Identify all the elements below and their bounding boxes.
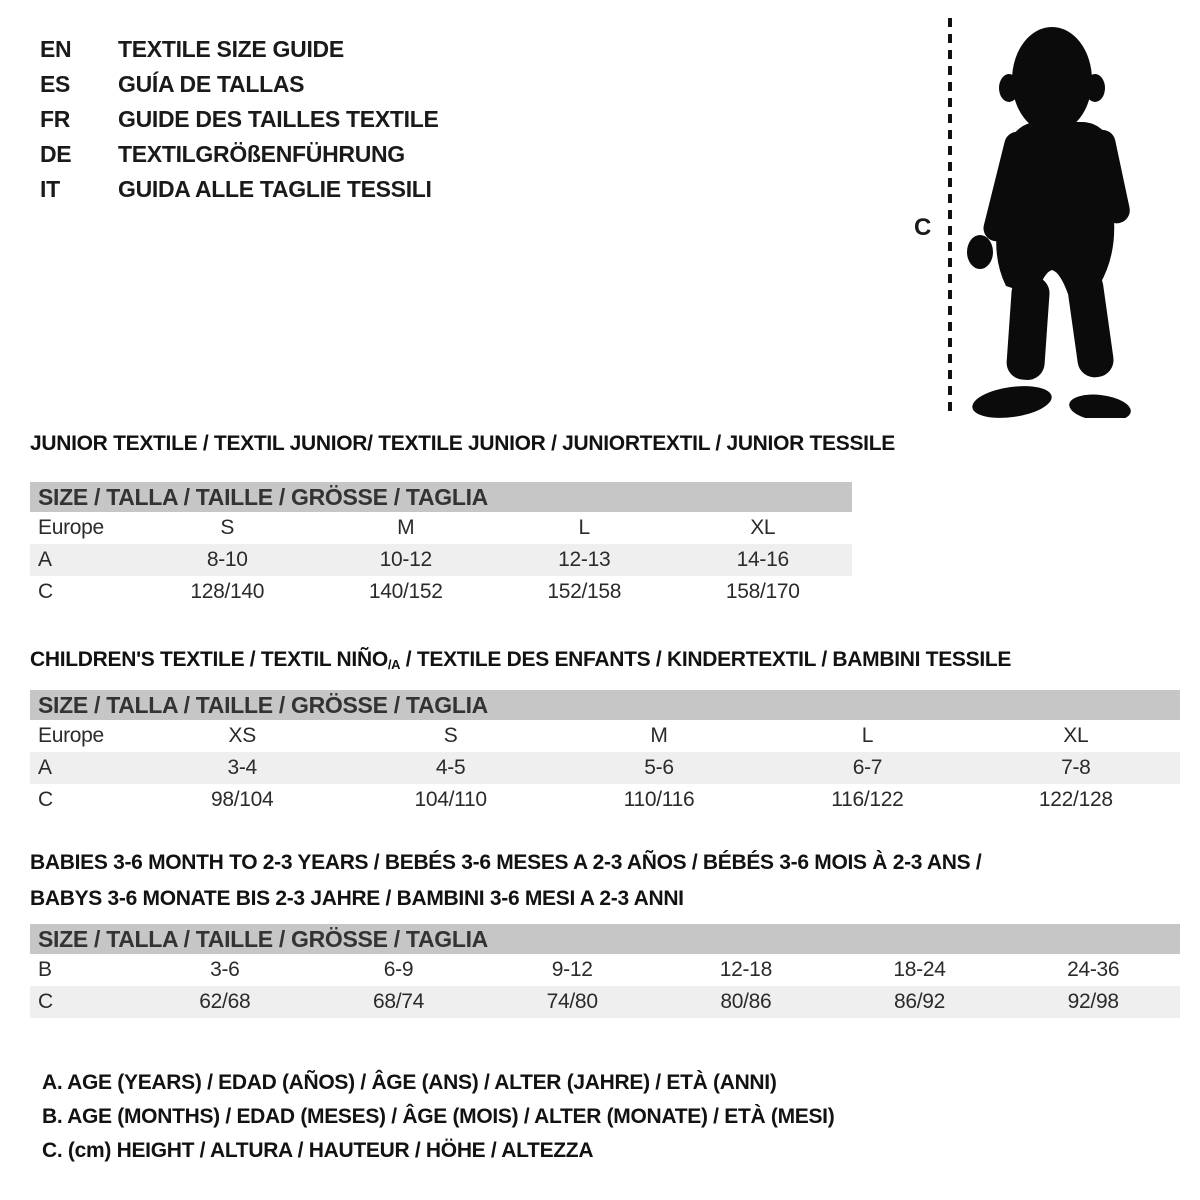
- table-cell: 152/158: [547, 580, 622, 603]
- language-row: [40, 137, 439, 172]
- table-cell: XS: [228, 724, 256, 747]
- table-cell: 74/80: [546, 990, 598, 1013]
- table-cell: 5-6: [644, 756, 674, 779]
- guide-title: GUIDA ALLE TAGLIE TESSILI: [118, 176, 432, 202]
- legend-line-c: C. (cm) HEIGHT / ALTURA / HAUTEUR / HÖHE / ALTEZZA: [42, 1139, 594, 1162]
- babies-title-line1: BABIES 3-6 MONTH TO 2-3 YEARS / BEBÉS 3-6 MESES A 2-3 AÑOS / BÉBÉS 3-6 MOIS À 2-3 ANS /: [30, 851, 982, 874]
- table-cell: L: [578, 516, 590, 539]
- row-label: C: [38, 580, 53, 603]
- size-header-bar: SIZE / TALLA / TAILLE / GRÖSSE / TAGLIA: [30, 482, 852, 512]
- row-label: Europe: [38, 724, 104, 747]
- legend-line-a: A. AGE (YEARS) / EDAD (AÑOS) / ÂGE (ANS) / ALTER (JAHRE) / ETÀ (ANNI): [42, 1071, 777, 1094]
- table-cell: 18-24: [893, 958, 946, 981]
- table-cell: XL: [750, 516, 776, 539]
- guide-title: GUÍA DE TALLAS: [118, 71, 305, 97]
- table-row: [30, 720, 1180, 752]
- row-label: A: [38, 548, 52, 571]
- table-cell: 7-8: [1061, 756, 1091, 779]
- children-section-title: [30, 648, 1011, 672]
- table-cell: 158/170: [725, 580, 800, 603]
- babies-title-line2: BABYS 3-6 MONATE BIS 2-3 JAHRE / BAMBINI 3-6 MESI A 2-3 ANNI: [30, 887, 684, 910]
- language-row: [40, 32, 439, 67]
- table-cell: 98/104: [210, 788, 274, 811]
- guide-title: GUIDE DES TAILLES TEXTILE: [118, 106, 439, 132]
- table-cell: 4-5: [435, 756, 466, 779]
- table-cell: XL: [1063, 724, 1089, 747]
- table-row: [30, 576, 852, 608]
- table-cell: 122/128: [1038, 788, 1113, 811]
- row-label: C: [38, 990, 53, 1013]
- table-cell: 6-9: [383, 958, 414, 981]
- table-cell: L: [861, 724, 874, 747]
- table-cell: 62/68: [199, 990, 251, 1013]
- babies-section-title: [30, 845, 981, 917]
- table-row: [30, 986, 1180, 1018]
- language-code: ES: [40, 71, 71, 97]
- guide-title: TEXTILGRÖßENFÜHRUNG: [118, 141, 405, 167]
- table-cell: 12-18: [719, 958, 772, 981]
- junior-size-table: [30, 482, 852, 608]
- measure-c-label: C: [914, 214, 932, 241]
- language-row: [40, 102, 439, 137]
- height-measure-dashed-line: [948, 18, 952, 416]
- table-row: [30, 512, 852, 544]
- size-header-bar: SIZE / TALLA / TAILLE / GRÖSSE / TAGLIA: [30, 924, 1180, 954]
- table-cell: 104/110: [414, 788, 487, 811]
- row-label: B: [38, 958, 52, 981]
- table-cell: 24-36: [1067, 958, 1120, 981]
- table-cell: 128/140: [190, 580, 265, 603]
- table-row: [30, 544, 852, 576]
- language-code: IT: [40, 176, 60, 202]
- table-cell: 10-12: [379, 548, 432, 571]
- table-cell: S: [443, 724, 458, 747]
- table-cell: M: [397, 516, 415, 539]
- table-cell: 140/152: [368, 580, 443, 603]
- table-row: [30, 954, 1180, 986]
- table-cell: 80/86: [720, 990, 772, 1013]
- table-cell: 68/74: [372, 990, 425, 1013]
- size-header-bar: SIZE / TALLA / TAILLE / GRÖSSE / TAGLIA: [30, 690, 1180, 720]
- table-cell: 92/98: [1067, 990, 1119, 1013]
- table-cell: 3-4: [227, 756, 257, 779]
- table-cell: S: [220, 516, 235, 539]
- table-cell: 3-6: [210, 958, 240, 981]
- children-size-table: [30, 690, 1180, 816]
- row-label: Europe: [38, 516, 104, 539]
- legend: [42, 1066, 834, 1168]
- table-cell: 9-12: [551, 958, 593, 981]
- babies-size-table: [30, 924, 1180, 1018]
- junior-section-title: JUNIOR TEXTILE / TEXTIL JUNIOR/ TEXTILE JUNIOR / JUNIORTEXTIL / JUNIOR TESSILE: [30, 432, 895, 455]
- toddler-silhouette: [964, 18, 1136, 418]
- table-row: [30, 752, 1180, 784]
- table-cell: 110/116: [623, 788, 695, 811]
- table-cell: 8-10: [206, 548, 248, 571]
- row-label: C: [38, 788, 53, 811]
- children-title-text: CHILDREN'S TEXTILE / TEXTIL NIÑO: [30, 648, 388, 671]
- table-cell: 12-13: [558, 548, 611, 571]
- language-header: [40, 32, 439, 207]
- table-cell: 6-7: [852, 756, 883, 779]
- table-cell: 86/92: [893, 990, 946, 1013]
- table-cell: 116/122: [831, 788, 904, 811]
- table-cell: M: [650, 724, 668, 747]
- language-code: DE: [40, 141, 72, 167]
- language-code: EN: [40, 36, 72, 62]
- language-row: [40, 67, 439, 102]
- table-row: [30, 784, 1180, 816]
- legend-line-b: B. AGE (MONTHS) / EDAD (MESES) / ÂGE (MOIS) / ALTER (MONATE) / ETÀ (MESI): [42, 1105, 835, 1128]
- row-label: A: [38, 756, 52, 779]
- language-code: FR: [40, 106, 71, 132]
- table-cell: 14-16: [736, 548, 789, 571]
- children-title-text: / TEXTILE DES ENFANTS / KINDERTEXTIL / BAMBINI TESSILE: [400, 648, 1012, 671]
- guide-title: TEXTILE SIZE GUIDE: [118, 36, 344, 62]
- children-title-subscript: /A: [387, 657, 401, 672]
- language-row: [40, 172, 439, 207]
